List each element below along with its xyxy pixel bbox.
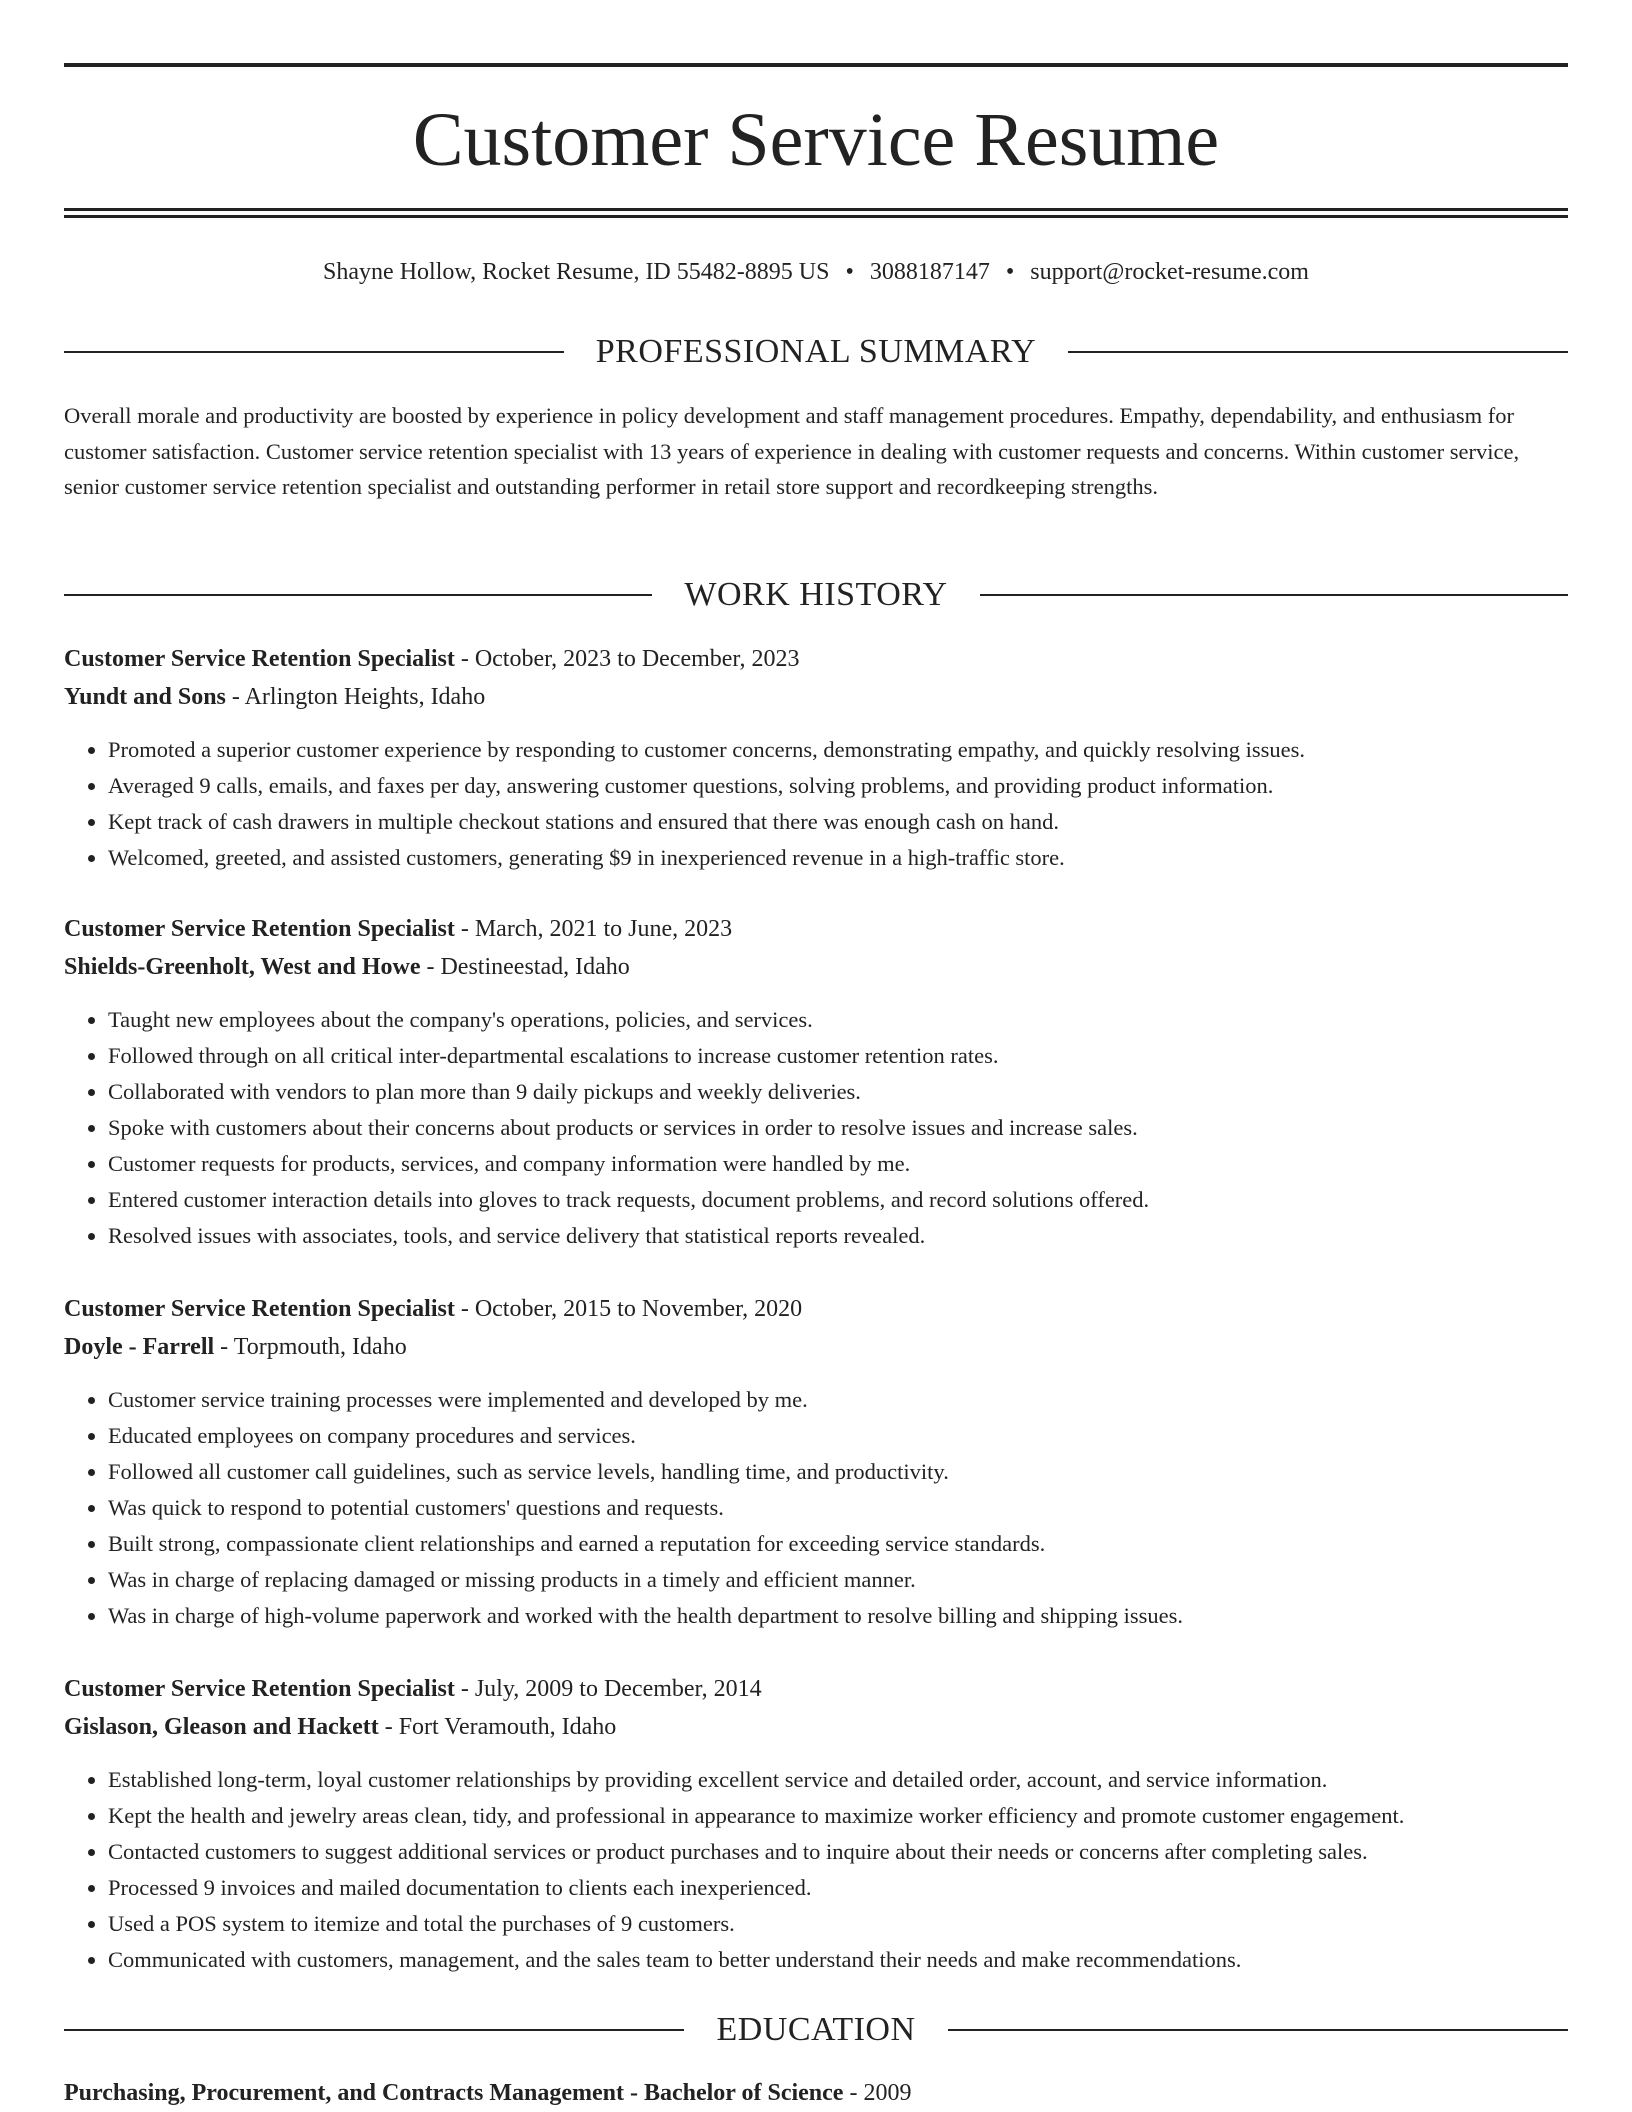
job-entry [64, 1670, 1568, 1978]
section-heading-education [64, 2010, 1568, 2050]
contact-address: Shayne Hollow, Rocket Resume, ID 55482-8895 US [323, 259, 830, 285]
job-bullet: • Customer service training processes were implemented and developed by me. [108, 1382, 1568, 1418]
job-company-line [64, 1328, 1568, 1366]
job-entry [64, 910, 1568, 1254]
job-entry [64, 640, 1568, 876]
job-title-line [64, 1290, 1568, 1328]
job-bullet: • Was in charge of replacing damaged or missing products in a timely and efficient manner. [108, 1562, 1568, 1598]
job-bullet: • Kept the health and jewelry areas clean, tidy, and professional in appearance to maximize worker efficiency and promote customer engagement. [108, 1798, 1568, 1834]
job-bullet: • Used a POS system to itemize and total the purchases of 9 customers. [108, 1906, 1568, 1942]
divider-line [948, 2029, 1568, 2031]
job-bullet: • Taught new employees about the company's operations, policies, and services. [108, 1002, 1568, 1038]
job-bullet: • Welcomed, greeted, and assisted customers, generating $9 in inexperienced revenue in a high-traffic store. [108, 840, 1568, 876]
job-dates: - July, 2009 to December, 2014 [460, 1676, 762, 1702]
job-bullet: • Customer requests for products, services, and company information were handled by me. [108, 1146, 1568, 1182]
divider-line [64, 2029, 684, 2031]
divider-line [1068, 351, 1568, 353]
education-entry [64, 2074, 1568, 2112]
job-bullet: • Established long-term, loyal customer relationships by providing excellent service and detailed order, account, and service information. [108, 1762, 1568, 1798]
job-bullet: • Contacted customers to suggest additional services or product purchases and to inquire about their needs or concerns after completing sales. [108, 1834, 1568, 1870]
job-location: - Destineestad, Idaho [426, 954, 630, 980]
divider-line [980, 594, 1568, 596]
job-bullet: • Followed through on all critical inter-departmental escalations to increase customer retention rates. [108, 1038, 1568, 1074]
contact-email: support@rocket-resume.com [1030, 259, 1309, 285]
job-company-line [64, 948, 1568, 986]
job-company-line [64, 1708, 1568, 1746]
section-heading-label: WORK HISTORY [684, 576, 948, 613]
job-bullets [64, 732, 1568, 876]
job-bullet: • Processed 9 invoices and mailed documentation to clients each inexperienced. [108, 1870, 1568, 1906]
job-location: - Torpmouth, Idaho [220, 1334, 407, 1360]
job-title-line [64, 910, 1568, 948]
job-bullet: • Educated employees on company procedures and services. [108, 1418, 1568, 1454]
contact-separator: • [845, 259, 854, 285]
job-bullets [64, 1382, 1568, 1634]
job-bullets [64, 1762, 1568, 1978]
title-rule-lower [64, 215, 1568, 218]
job-location: - Arlington Heights, Idaho [231, 684, 486, 710]
job-bullet: • Promoted a superior customer experience by responding to customer concerns, demonstrating empathy, and quickly resolving issues. [108, 732, 1568, 768]
title-rule-upper [64, 208, 1568, 211]
section-heading-summary [64, 332, 1568, 372]
section-heading-label: PROFESSIONAL SUMMARY [595, 333, 1037, 370]
job-bullet: • Built strong, compassionate client relationships and earned a reputation for exceeding service standards. [108, 1526, 1568, 1562]
job-entry [64, 1290, 1568, 1634]
job-bullets [64, 1002, 1568, 1254]
job-company: Gislason, Gleason and Hackett [64, 1714, 379, 1740]
job-dates: - October, 2015 to November, 2020 [460, 1296, 803, 1322]
job-title: Customer Service Retention Specialist [64, 916, 455, 942]
job-bullet: • Averaged 9 calls, emails, and faxes per day, answering customer questions, solving problems, and providing product information. [108, 768, 1568, 804]
job-bullet: • Was quick to respond to potential customers' questions and requests. [108, 1490, 1568, 1526]
job-bullet: • Kept track of cash drawers in multiple checkout stations and ensured that there was enough cash on hand. [108, 804, 1568, 840]
education-degree: Purchasing, Procurement, and Contracts Management - Bachelor of Science [64, 2080, 844, 2106]
job-company: Yundt and Sons [64, 684, 226, 710]
education-year: - 2009 [849, 2080, 912, 2106]
job-company: Doyle - Farrell [64, 1334, 215, 1360]
job-title-line [64, 1670, 1568, 1708]
divider-line [64, 594, 652, 596]
job-company-line [64, 678, 1568, 716]
contact-separator: • [1005, 259, 1015, 285]
section-heading-label: EDUCATION [716, 2011, 916, 2048]
job-title: Customer Service Retention Specialist [64, 646, 455, 672]
job-bullet: • Entered customer interaction details into gloves to track requests, document problems, and record solutions offered. [108, 1182, 1568, 1218]
job-dates: - October, 2023 to December, 2023 [460, 646, 800, 672]
resume-title: Customer Service Resume [412, 98, 1220, 182]
job-company: Shields-Greenholt, West and Howe [64, 954, 421, 980]
top-rule [64, 63, 1568, 67]
divider-line [64, 351, 564, 353]
job-location: - Fort Veramouth, Idaho [384, 1714, 617, 1740]
contact-line [64, 256, 1568, 288]
job-bullet: • Followed all customer call guidelines, such as service levels, handling time, and productivity. [108, 1454, 1568, 1490]
job-title: Customer Service Retention Specialist [64, 1296, 455, 1322]
contact-phone: 3088187147 [869, 259, 990, 285]
job-bullet: • Spoke with customers about their concerns about products or services in order to resolve issues and increase sales. [108, 1110, 1568, 1146]
job-bullet: • Resolved issues with associates, tools, and service delivery that statistical reports revealed. [108, 1218, 1568, 1254]
job-title-line [64, 640, 1568, 678]
professional-summary-text: Overall morale and productivity are boosted by experience in policy development and staff management procedures. Empathy, dependability, and enthusiasm for customer satisfaction. Customer service retention specialist with 13 years of experience in dealing with customer requests and concerns. Within customer service, senior customer service retention specialist and outstanding performer in retail store support and recordkeeping strengths. [64, 403, 1520, 499]
job-dates: - March, 2021 to June, 2023 [460, 916, 733, 942]
job-title: Customer Service Retention Specialist [64, 1676, 455, 1702]
job-bullet: • Was in charge of high-volume paperwork and worked with the health department to resolve billing and shipping issues. [108, 1598, 1568, 1634]
section-heading-work [64, 575, 1568, 615]
job-bullet: • Communicated with customers, management, and the sales team to better understand their needs and make recommendations. [108, 1942, 1568, 1978]
job-bullet: • Collaborated with vendors to plan more than 9 daily pickups and weekly deliveries. [108, 1074, 1568, 1110]
